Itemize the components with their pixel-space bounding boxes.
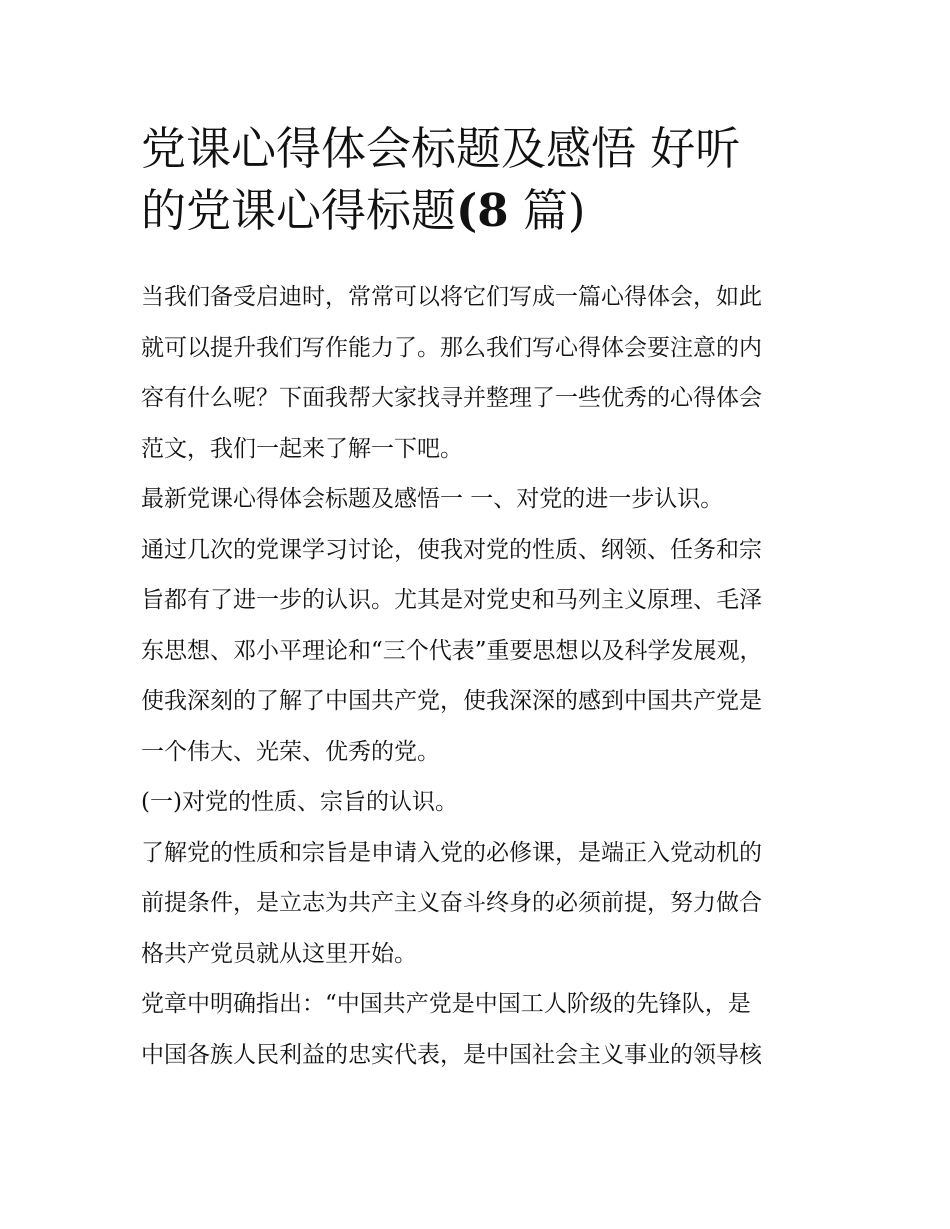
paragraph-list	[141, 272, 813, 1080]
paragraph-line: 东思想、邓小平理论和“三个代表”重要思想以及科学发展观，	[141, 637, 763, 664]
title-line-1: 党课心得体会标题及感悟 好听	[141, 122, 741, 175]
paragraph-line: 中国各族人民利益的忠实代表，是中国社会主义事业的领导核	[141, 1041, 762, 1068]
paragraph-subheading	[141, 777, 813, 828]
paragraph-line: 了解党的性质和宗旨是申请入党的必修课，是端正入党动机的	[141, 839, 762, 866]
paragraph-line: 旨都有了进一步的认识。尤其是对党史和马列主义原理、毛泽	[141, 587, 762, 613]
title-line-2-suffix: 篇)	[508, 184, 586, 237]
paragraph-line: 范文，我们一起来了解一下吧。	[141, 435, 463, 462]
paragraph-section-heading	[141, 474, 813, 525]
paragraph-line: 通过几次的党课学习讨论，使我对党的性质、纲领、任务和宗	[141, 536, 762, 563]
document-title	[141, 118, 813, 242]
title-line-2-prefix: 的党课心得标题	[141, 184, 457, 237]
paragraph-intro	[141, 272, 813, 474]
paragraph-nature-purpose	[141, 828, 813, 980]
paragraph-line: 党章中明确指出：“中国共产党是中国工人阶级的先锋队，是	[141, 991, 751, 1017]
paragraph-line: 容有什么呢？下面我帮大家找寻并整理了一些优秀的心得体会	[141, 385, 762, 411]
paragraph-party-constitution	[141, 979, 813, 1080]
paragraph-line: 当我们备受启迪时，常常可以将它们写成一篇心得体会，如此	[141, 284, 762, 310]
paragraph-line: 最新党课心得体会标题及感悟一 一、对党的进一步认识。	[141, 486, 724, 512]
title-line-2-bold: (8	[456, 184, 509, 237]
title-line-2	[141, 180, 813, 242]
paragraph-line: 一个伟大、光荣、优秀的党。	[141, 738, 440, 765]
paragraph-line: 前提条件，是立志为共产主义奋斗终身的必须前提，努力做合	[141, 890, 762, 916]
paragraph-line: (一)对党的性质、宗旨的认识。	[141, 789, 458, 815]
paragraph-line: 就可以提升我们写作能力了。那么我们写心得体会要注意的内	[141, 334, 762, 361]
paragraph-line: 使我深刻的了解了中国共产党，使我深深的感到中国共产党是	[141, 688, 762, 714]
paragraph-line: 格共产党员就从这里开始。	[141, 940, 417, 967]
paragraph-party-understanding	[141, 525, 813, 778]
document-body	[141, 118, 813, 1080]
